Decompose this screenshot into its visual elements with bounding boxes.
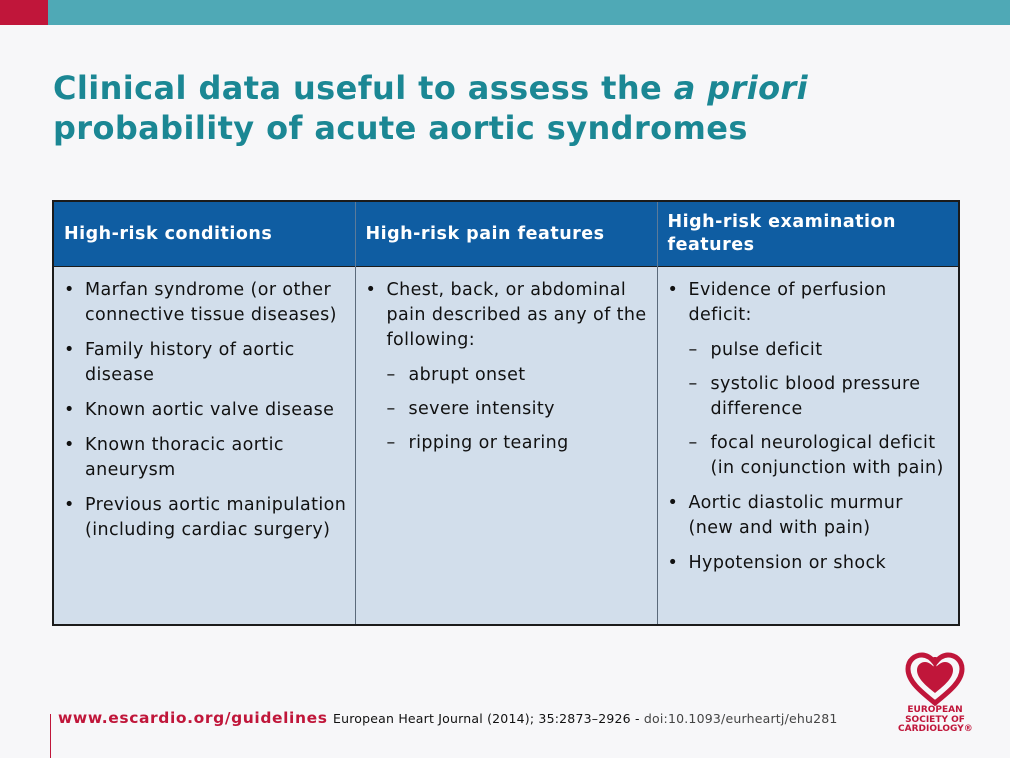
journal-citation: European Heart Journal (2014); 35:2873–2926 - — [333, 711, 644, 726]
sublist-item: – ripping or tearing — [387, 431, 649, 456]
esc-logo — [898, 651, 972, 741]
logo-line: CARDIOLOGY® — [898, 724, 973, 734]
list-item: • Marfan syndrome (or other connective tissue diseases) — [64, 278, 347, 328]
doi-text: doi:10.1093/eurheartj/ehu281 — [643, 711, 838, 726]
list-item: • Previous aortic manipulation (including cardiac surgery) — [64, 493, 347, 543]
list-item-text: • Chest, back, or abdominal pain described as any of the following: — [386, 280, 647, 350]
header-conditions: High-risk conditions — [53, 201, 355, 267]
cell-examination-features — [657, 267, 959, 626]
pain-sublist — [387, 363, 649, 456]
pain-features-list — [366, 278, 649, 456]
heart-logo-icon — [898, 651, 972, 707]
list-item: • Known thoracic aortic aneurysm — [64, 433, 347, 483]
header-pain-features: High-risk pain features — [355, 201, 657, 267]
slide-title — [53, 68, 953, 148]
cell-conditions — [53, 267, 355, 626]
list-item: • Family history of aortic disease — [64, 338, 347, 388]
sublist-item: – abrupt onset — [387, 363, 649, 388]
footer-divider — [50, 714, 51, 758]
footer-guidelines-link[interactable]: www.escardio.org/guidelines — [58, 709, 328, 727]
title-line1-prefix: Clinical data useful to assess the — [53, 69, 674, 107]
footer-reference — [333, 711, 838, 726]
logo-line: SOCIETY OF — [905, 714, 965, 725]
list-item — [668, 278, 951, 481]
sublist-item: – pulse deficit — [689, 338, 951, 363]
cell-pain-features — [355, 267, 657, 626]
logo-wordmark — [898, 706, 972, 735]
examination-features-list — [668, 278, 951, 576]
sublist-item: – systolic blood pressure difference — [689, 372, 951, 422]
header-examination-features: High-risk examination features — [657, 201, 959, 267]
title-italic: a priori — [673, 69, 809, 107]
table-header-row — [53, 201, 959, 267]
risk-table — [52, 200, 960, 626]
sublist-item: – severe intensity — [387, 397, 649, 422]
list-item: • Hypotension or shock — [668, 551, 951, 576]
table-body-row — [53, 267, 959, 626]
list-item: • Aortic diastolic murmur (new and with pain) — [668, 491, 951, 541]
top-banner — [0, 0, 1010, 25]
perfusion-sublist — [689, 338, 951, 481]
list-item: • Known aortic valve disease — [64, 398, 347, 423]
list-item-text: • Evidence of perfusion deficit: — [688, 280, 887, 325]
list-item — [366, 278, 649, 456]
logo-line: EUROPEAN — [907, 705, 963, 715]
top-banner-accent — [0, 0, 48, 25]
title-line2: probability of acute aortic syndromes — [53, 109, 748, 147]
sublist-item: – focal neurological deficit (in conjunction with pain) — [689, 431, 951, 481]
conditions-list — [64, 278, 347, 543]
